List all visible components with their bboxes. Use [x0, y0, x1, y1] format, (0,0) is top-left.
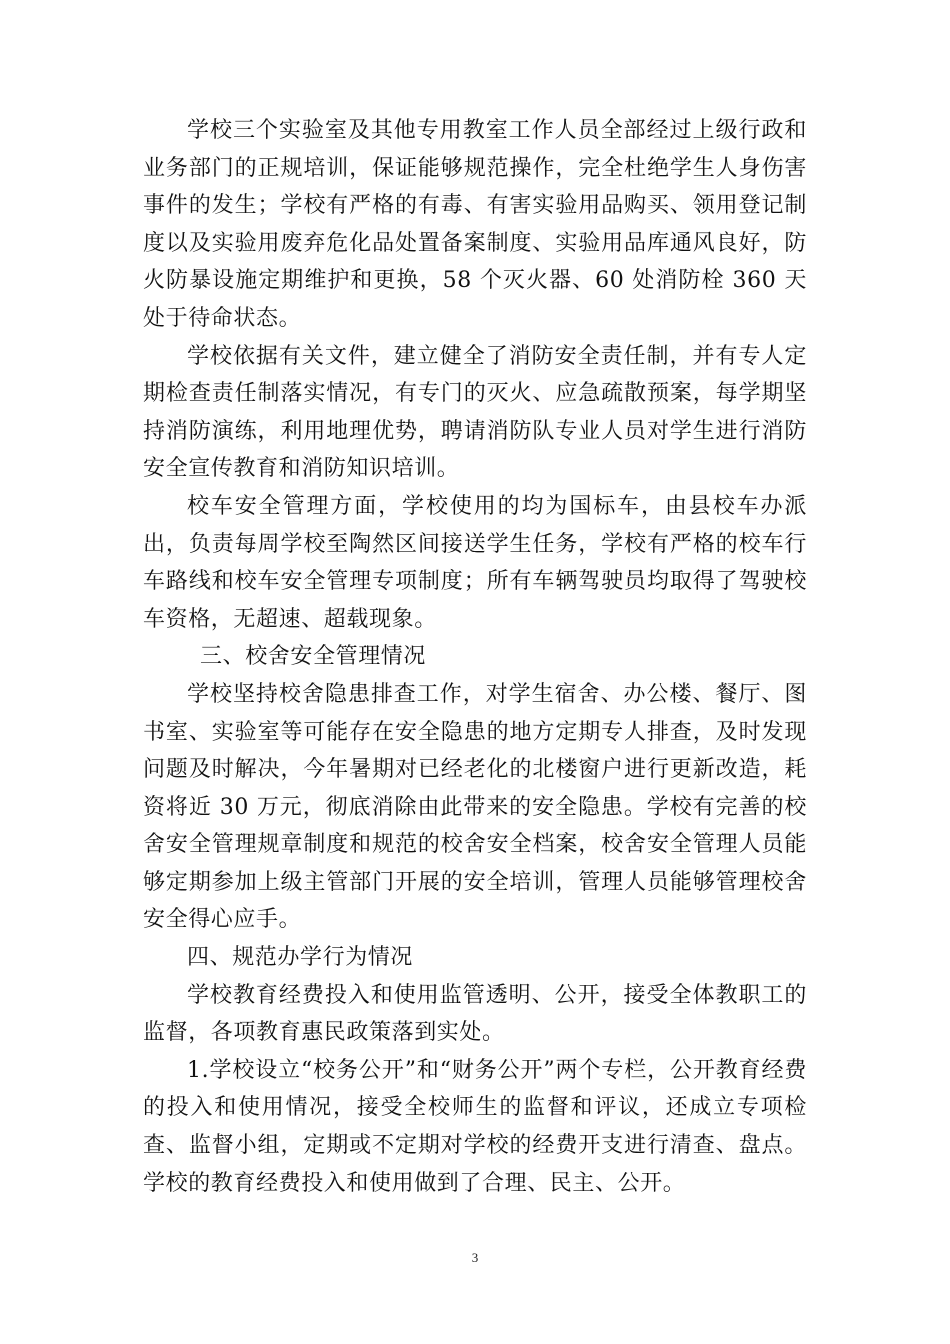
page-number: 3: [471, 1250, 479, 1265]
paragraph-public-disclosure: 1.学校设立“校务公开”和“财务公开”两个专栏，公开教育经费的投入和使用情况，接受全校师生的监督和评议，还成立专项检查、监督小组，定期或不定期对学校的经费开支进行清查、盘点。学校的教育经费投入和使用做到了合理、民主、公开。: [143, 1057, 807, 1196]
paragraph-school-bus: 校车安全管理方面，学校使用的均为国标车，由县校车办派出，负责每周学校至陶然区间接送学生任务，学校有严格的校车行车路线和校车安全管理专项制度；所有车辆驾驶员均取得了驾驶校车资格，无超速、超载现象。: [143, 493, 807, 632]
paragraph-lab-safety: 学校三个实验室及其他专用教室工作人员全部经过上级行政和业务部门的正规培训，保证能够规范操作，完全杜绝学生人身伤害事件的发生；学校有严格的有毒、有害实验用品购买、领用登记制度以及实验用废弃危化品处置备案制度、实验用品库通风良好，防火防暴设施定期维护和更换，58 个灭火器、60 处消防栓 360 天处于待命状态。: [143, 118, 807, 331]
document-body: [143, 112, 807, 1202]
paragraph-building-safety: 学校坚持校舍隐患排查工作，对学生宿舍、办公楼、餐厅、图书室、实验室等可能存在安全隐患的地方定期专人排查，及时发现问题及时解决，今年暑期对已经老化的北楼窗户进行更新改造，耗资将近 30 万元，彻底消除由此带来的安全隐患。学校有完善的校舍安全管理规章制度和规范的校舍安全档案，校舍安全管理人员能够定期参加上级主管部门开展的安全培训，管理人员能够管理校舍安全得心应手。: [143, 681, 807, 933]
section-heading-building-safety: 三、校舍安全管理情况: [200, 644, 427, 670]
paragraph-funding-oversight: 学校教育经费投入和使用监管透明、公开，接受全体教职工的监督，各项教育惠民政策落到实处。: [143, 982, 807, 1046]
section-heading-school-conduct: 四、规范办学行为情况: [187, 945, 414, 971]
paragraph-fire-safety: 学校依据有关文件，建立健全了消防安全责任制，并有专人定期检查责任制落实情况，有专门的灭火、应急疏散预案，每学期坚持消防演练，利用地理优势，聘请消防队专业人员对学生进行消防安全宣传教育和消防知识培训。: [143, 343, 807, 482]
